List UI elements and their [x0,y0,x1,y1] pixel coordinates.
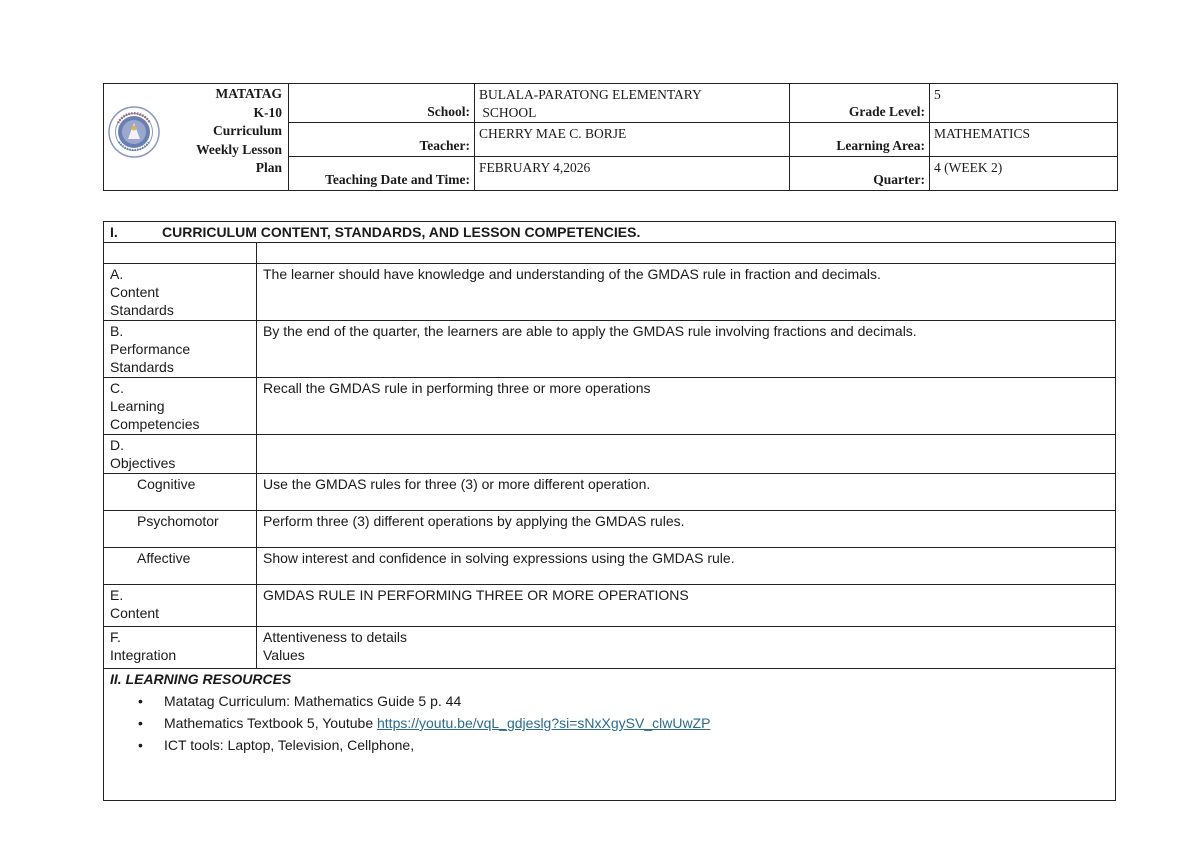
row-label-integration [104,627,257,669]
row-label-content [104,585,257,627]
row-letter: D. [110,437,124,453]
row-label-text: Objectives [110,455,176,471]
table-row [104,511,1116,548]
learning-area-value: MATHEMATICS [930,123,1118,157]
blank-cell [104,243,257,264]
quarter-value: 4 (WEEK 2) [930,157,1118,191]
plan-title-line: MATATAG [215,86,282,101]
table-row [104,435,1116,474]
row-value-objectives [257,435,1116,474]
row-label-performance-standards [104,321,257,378]
row-value-affective: Show interest and confidence in solving expressions using the GMDAS rule. [257,548,1116,585]
row-label-text: Integration [110,647,177,663]
row-label-cognitive: Cognitive [104,474,257,511]
row-value-learning-competencies: Recall the GMDAS rule in performing three or more operations [257,378,1116,435]
resource-text: Matatag Curriculum: Mathematics Guide 5 p. 44 [164,693,462,709]
row-letter: B. [110,323,124,339]
list-item [164,712,1109,734]
header-logo-cell [104,84,289,191]
row-label-line: Content [110,284,160,300]
youtube-link[interactable]: https://youtu.be/vqL_gdjeslg?si=sNxXgySV_clwUwZP [377,715,711,731]
deped-seal-icon [108,106,160,158]
learning-area-label: Learning Area: [790,123,930,157]
row-value-cognitive: Use the GMDAS rules for three (3) or more different operation. [257,474,1116,511]
section-1-heading [104,222,1116,243]
table-row [104,627,1116,669]
row-label-line: Competencies [110,416,200,432]
row-letter: C. [110,380,124,396]
row-letter: F. [110,629,121,645]
row-value-psychomotor: Perform three (3) different operations by applying the GMDAS rules. [257,511,1116,548]
row-letter: E. [110,587,124,603]
plan-title-line: Plan [255,160,282,175]
row-label-content-standards [104,264,257,321]
row-value-performance-standards: By the end of the quarter, the learners are able to apply the GMDAS rule involving fractions and decimals. [257,321,1116,378]
school-value [475,84,790,123]
resource-text: Mathematics Textbook 5, Youtube [164,715,377,731]
learning-resources-row [104,669,1116,801]
resource-text: ICT tools: Laptop, Television, Cellphone, [164,737,415,753]
row-label-learning-competencies [104,378,257,435]
school-label: School: [289,84,475,123]
table-row [104,585,1116,627]
row-label-text: Content [110,605,160,621]
teacher-value: CHERRY MAE C. BORJE [475,123,790,157]
table-row [104,378,1116,435]
learning-resources-title: II. LEARNING RESOURCES [110,671,292,687]
curriculum-table [103,221,1116,801]
plan-title [196,85,282,178]
section-number: I. [110,224,118,240]
section-title: CURRICULUM CONTENT, STANDARDS, AND LESSON COMPETENCIES. [162,224,641,240]
plan-title-line: Weekly Lesson [196,141,282,157]
grade-level-label: Grade Level: [790,84,930,123]
integration-value-line: Attentiveness to details [263,629,407,645]
list-item [164,690,1109,712]
row-label-affective: Affective [104,548,257,585]
lesson-plan-header-table [103,83,1118,191]
row-label-line: Performance [110,341,191,357]
row-label-objectives [104,435,257,474]
quarter-label: Quarter: [790,157,930,191]
school-value-line: BULALA-PARATONG ELEMENTARY [479,87,702,102]
row-value-content-standards: The learner should have knowledge and understanding of the GMDAS rule in fraction and decimals. [257,264,1116,321]
row-letter: A. [110,266,124,282]
row-label-line: Standards [110,302,174,318]
table-row [104,548,1116,585]
school-value-line: SCHOOL [479,105,537,120]
table-row [104,321,1116,378]
teaching-date-label: Teaching Date and Time: [289,157,475,191]
learning-resources-cell [104,669,1116,801]
plan-title-line: K-10 [253,104,282,120]
table-row [104,264,1116,321]
row-label-psychomotor: Psychomotor [104,511,257,548]
grade-level-value: 5 [930,84,1118,123]
table-row [104,474,1116,511]
row-value-integration [257,627,1116,669]
integration-value-line: Values [263,647,305,663]
teaching-date-value: FEBRUARY 4,2026 [475,157,790,191]
row-value-content: GMDAS RULE IN PERFORMING THREE OR MORE OPERATIONS [257,585,1116,627]
list-item [164,734,1109,756]
teacher-label: Teacher: [289,123,475,157]
row-label-line: Standards [110,359,174,375]
blank-cell [257,243,1116,264]
plan-title-line: Curriculum [213,123,282,138]
resource-list [110,690,1109,756]
row-label-line: Learning [110,398,165,414]
